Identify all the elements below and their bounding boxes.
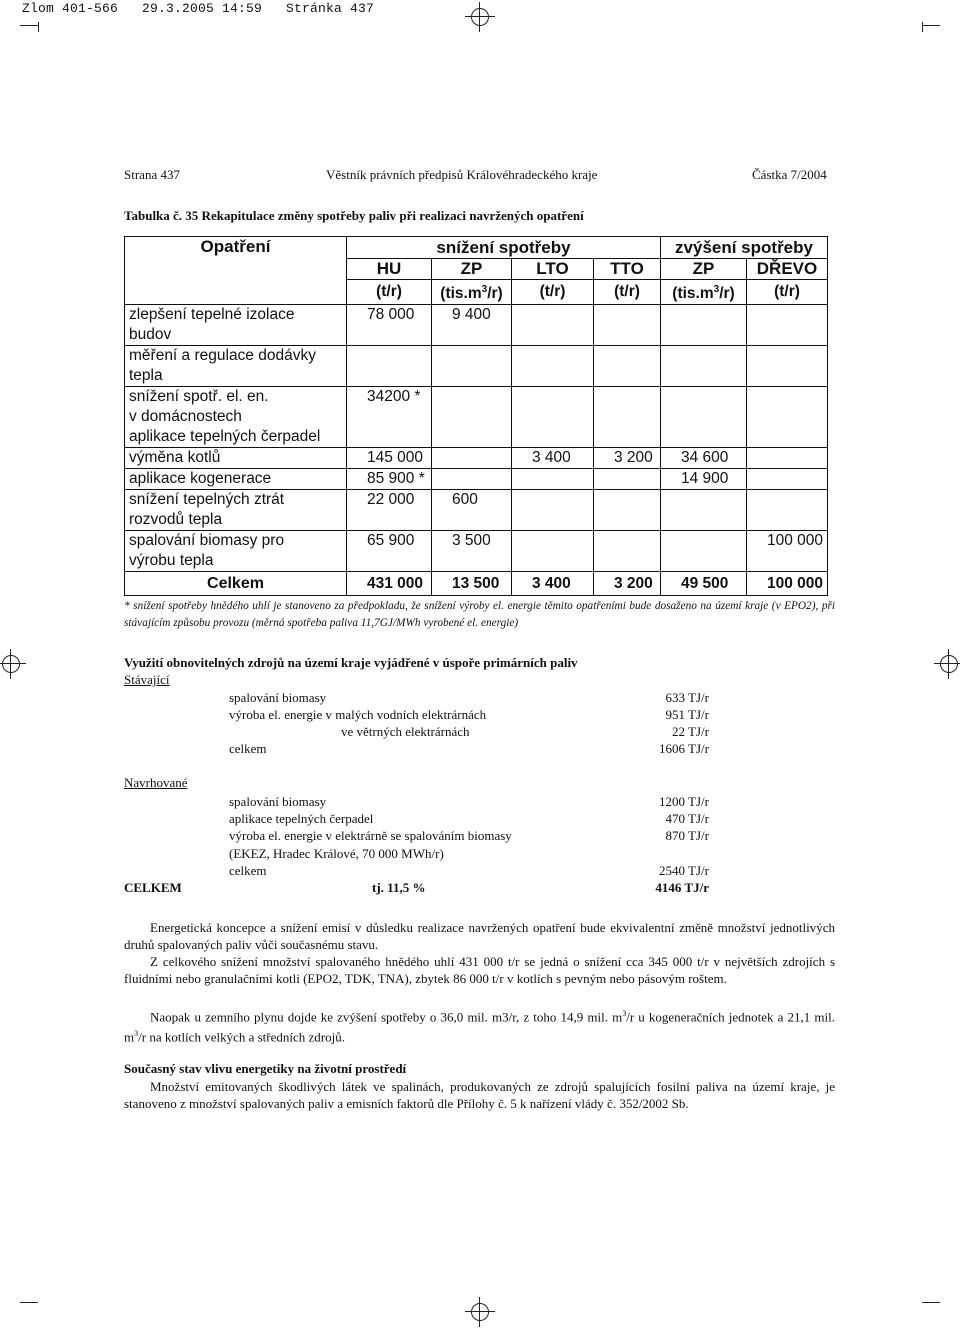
gas-text: /r u kogeneračních jednotek a 21,1 mil. m	[124, 1009, 835, 1045]
fuel-change-table	[124, 236, 828, 596]
existing-item: spalování biomasy	[229, 690, 327, 705]
proposed-value: 2540 TJ/r	[659, 863, 709, 878]
unit-header: (t/r)	[747, 280, 828, 305]
value-cell	[432, 346, 512, 387]
measure-label	[125, 387, 347, 448]
table-row	[125, 305, 828, 346]
value-cell	[594, 490, 661, 531]
value-cell	[594, 305, 661, 346]
value-cell: 3 500	[432, 531, 512, 572]
value-cell	[512, 346, 594, 387]
fuel-header: ZP	[661, 259, 747, 280]
value-cell: 100 000	[747, 531, 828, 572]
proposed-value: 1200 TJ/r	[659, 794, 709, 809]
value-cell	[661, 531, 747, 572]
grand-total-label: CELKEM	[124, 880, 182, 895]
table-footnote: * snížení spotřeby hnědého uhlí je stanoveno za předpokladu, že snížení výroby el. energie těmito opatřeními bude dosaženo na území kraje (v EPO2), při stávajícím způsobu provozu (měrná spotřeba paliva 11,7GJ/MWh vyrobené el. energie)	[124, 600, 835, 629]
fuel-header: HU	[347, 259, 432, 280]
value-cell	[512, 305, 594, 346]
existing-item: výroba el. energie v malých vodních elektrárnách	[229, 707, 487, 722]
gas-sup: 3	[134, 1029, 139, 1039]
measure-label-line: aplikace tepelných čerpadel	[129, 428, 321, 446]
running-header-left: Strana 437	[124, 167, 180, 182]
measure-label	[125, 531, 347, 572]
value-cell: 9 400	[432, 305, 512, 346]
proposed-item: výroba el. energie v elektrárně se spalováním biomasy	[229, 828, 512, 843]
value-cell: 34 600	[661, 448, 747, 469]
gas-text: Naopak u zemního plynu dojde ke zvýšení spotřeby o 36,0 mil. m3/r, z toho 14,9 mil. m	[150, 1009, 623, 1025]
proposed-item: aplikace tepelných čerpadel	[229, 811, 374, 826]
value-cell	[747, 448, 828, 469]
unit-post: /r)	[487, 285, 503, 303]
value-cell: 85 900 *	[347, 469, 432, 490]
existing-label: Stávající	[124, 672, 170, 687]
print-slug: Zlom 401-566 29.3.2005 14:59 Stránka 437	[22, 1, 375, 16]
value-cell	[512, 531, 594, 572]
unit-post: /r)	[719, 285, 735, 303]
value-cell	[661, 305, 747, 346]
value-cell	[747, 305, 828, 346]
table-row	[125, 490, 828, 531]
unit-header	[432, 280, 512, 305]
existing-item: celkem	[229, 741, 267, 756]
value-cell: 14 900	[661, 469, 747, 490]
fuel-header: LTO	[512, 259, 594, 280]
crop-mark-top	[465, 2, 495, 32]
measure-label-line: v domácnostech	[129, 408, 242, 426]
value-cell: 3 200	[594, 448, 661, 469]
existing-item: ve větrných elektrárnách	[341, 724, 470, 739]
grand-total-value: 4146 TJ/r	[655, 880, 709, 895]
total-cell: 3 400	[512, 572, 594, 596]
proposed-value: 470 TJ/r	[665, 811, 709, 826]
value-cell	[432, 469, 512, 490]
value-cell	[512, 469, 594, 490]
table-row	[125, 448, 828, 469]
fuel-header: DŘEVO	[747, 259, 828, 280]
measure-label-line: snížení spotř. el. en.	[129, 388, 269, 406]
value-cell	[432, 387, 512, 448]
trim-line	[38, 22, 39, 32]
unit-header	[661, 280, 747, 305]
measure-label	[125, 305, 347, 346]
gas-sup: 3	[622, 1009, 627, 1018]
proposed-value: 870 TJ/r	[665, 828, 709, 843]
trim-line	[20, 1302, 38, 1303]
value-cell	[661, 490, 747, 531]
running-header-center: Věstník právních předpisů Královéhradeckého kraje	[326, 167, 598, 182]
value-cell	[747, 387, 828, 448]
table-row	[125, 531, 828, 572]
measure-label	[125, 346, 347, 387]
value-cell: 34200 *	[347, 387, 432, 448]
proposed-label: Navrhované	[124, 775, 188, 790]
paragraph: Množství emitovaných škodlivých látek ve spalinách, produkovaných ze zdrojů spalujících fosilní paliva na území kraje, je stanoveno z množství spalovaných paliv a emisních faktorů dle Přílohy č. 5 k nařízení vlády č. 352/2002 Sb.	[124, 1079, 835, 1111]
existing-value: 1606 TJ/r	[659, 741, 709, 756]
crop-mark-bottom	[465, 1297, 495, 1327]
table-body	[125, 305, 828, 572]
value-cell	[594, 387, 661, 448]
unit-sup: 3	[481, 284, 488, 295]
total-cell: 100 000	[747, 572, 828, 596]
value-cell	[594, 469, 661, 490]
crop-mark-right	[934, 649, 960, 679]
total-cell: 13 500	[432, 572, 512, 596]
table-row	[125, 346, 828, 387]
grand-total-share: tj. 11,5 %	[372, 880, 426, 895]
unit-header: (t/r)	[347, 280, 432, 305]
value-cell	[594, 346, 661, 387]
value-cell	[347, 346, 432, 387]
measure-label	[125, 490, 347, 531]
measure-label-line: snížení tepelných ztrát	[129, 491, 285, 509]
trim-line	[922, 25, 940, 26]
header-decrease: snížení spotřeby	[347, 237, 661, 259]
proposed-item: (EKEZ, Hradec Králové, 70 000 MWh/r)	[229, 846, 444, 861]
running-header-right: Částka 7/2004	[752, 167, 827, 182]
value-cell	[512, 490, 594, 531]
paragraph: Z celkového snížení množství spalovaného hnědého uhlí 431 000 t/r se jedná o snížení cca 345 000 t/r v největších zdrojích s fluidními nebo granulačními kotli (EPO2, TDK, TNA), zbytek 86 000 t/r v kotlích s pevným nebo pásovým roštem.	[124, 954, 835, 986]
value-cell	[661, 387, 747, 448]
value-cell: 145 000	[347, 448, 432, 469]
header-spacer	[125, 280, 347, 305]
value-cell	[432, 448, 512, 469]
unit-header: (t/r)	[512, 280, 594, 305]
unit-pre: (tis.m	[672, 285, 714, 303]
measure-label-line: aplikace kogenerace	[129, 470, 272, 488]
measure-label-line: zlepšení tepelné izolace	[129, 306, 295, 324]
total-cell: 431 000	[347, 572, 432, 596]
value-cell: 78 000	[347, 305, 432, 346]
total-cell: 3 200	[594, 572, 661, 596]
total-cell: 49 500	[661, 572, 747, 596]
crop-mark-left	[0, 649, 26, 679]
existing-value: 633 TJ/r	[665, 690, 709, 705]
measure-label-line: tepla	[129, 367, 163, 385]
value-cell: 65 900	[347, 531, 432, 572]
value-cell: 3 400	[512, 448, 594, 469]
value-cell	[661, 346, 747, 387]
env-heading: Současný stav vlivu energetiky na životní prostředí	[124, 1061, 407, 1076]
measure-label-line: rozvodů tepla	[129, 511, 223, 529]
measure-label-line: budov	[129, 326, 172, 344]
unit-header: (t/r)	[594, 280, 661, 305]
gas-text: /r na kotlích velkých a středních zdrojů.	[138, 1029, 345, 1045]
unit-sup: 3	[713, 284, 720, 295]
value-cell	[747, 346, 828, 387]
table-caption: Tabulka č. 35 Rekapitulace změny spotřeby paliv při realizaci navržených opatření	[124, 208, 584, 223]
value-cell	[594, 531, 661, 572]
proposed-item: spalování biomasy	[229, 794, 327, 809]
measure-label-line: spalování biomasy pro	[129, 532, 285, 550]
value-cell	[747, 490, 828, 531]
proposed-item: celkem	[229, 863, 267, 878]
table-row	[125, 387, 828, 448]
existing-value: 951 TJ/r	[665, 707, 709, 722]
table-row	[125, 469, 828, 490]
value-cell	[747, 469, 828, 490]
unit-pre: (tis.m	[440, 285, 482, 303]
measure-label	[125, 448, 347, 469]
measure-label-line: výměna kotlů	[129, 449, 221, 467]
measure-label-line: měření a regulace dodávky	[129, 347, 316, 365]
measure-label	[125, 469, 347, 490]
value-cell	[512, 387, 594, 448]
renewables-heading: Využití obnovitelných zdrojů na území kraje vyjádřené v úspoře primárních paliv	[124, 655, 578, 670]
fuel-header: ZP	[432, 259, 512, 280]
header-measure: Opatření	[125, 237, 347, 280]
measure-label-line: výrobu tepla	[129, 552, 214, 570]
existing-value: 22 TJ/r	[672, 724, 709, 739]
total-label: Celkem	[125, 572, 347, 596]
header-increase: zvýšení spotřeby	[661, 237, 828, 259]
fuel-header: TTO	[594, 259, 661, 280]
trim-line	[922, 1302, 940, 1303]
paragraph	[124, 1005, 835, 1046]
paragraph: Energetická koncepce a snížení emisí v důsledku realizace navržených opatření bude ekvivalentní změně množství jednotlivých druhů spalovaných paliv vůči současnému stavu.	[124, 920, 835, 952]
value-cell: 600	[432, 490, 512, 531]
trim-line	[922, 22, 923, 32]
value-cell: 22 000	[347, 490, 432, 531]
trim-line	[20, 25, 38, 26]
